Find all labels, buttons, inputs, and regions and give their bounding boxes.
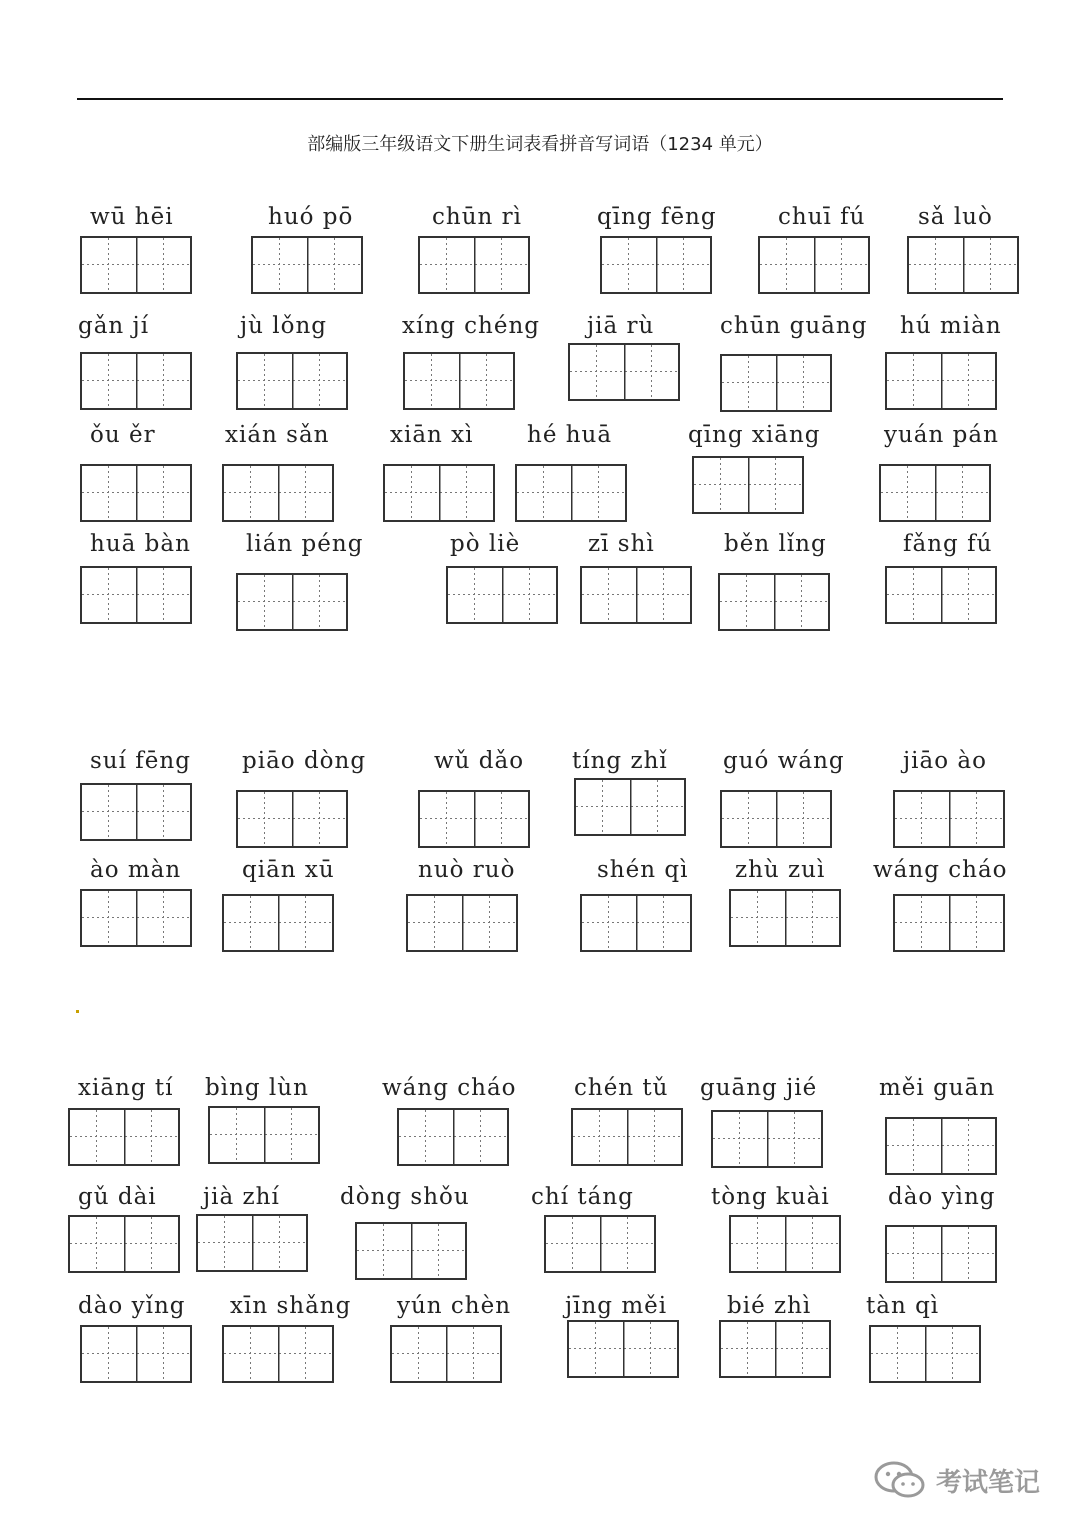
pinyin-label: yún chèn — [397, 1293, 512, 1319]
pinyin-label: wáng cháo — [873, 857, 1008, 883]
wechat-icon — [872, 1460, 928, 1500]
pinyin-label: xiān xì — [390, 422, 474, 448]
writing-grid[interactable] — [729, 1215, 841, 1273]
pinyin-label: běn lǐng — [724, 531, 827, 557]
pinyin-label: yuán pán — [884, 422, 999, 448]
writing-grid[interactable] — [222, 894, 334, 952]
writing-grid[interactable] — [355, 1222, 467, 1280]
writing-grid[interactable] — [600, 236, 712, 294]
pinyin-label: jià zhí — [203, 1184, 280, 1210]
writing-grid[interactable] — [692, 456, 804, 514]
pinyin-label: guāng jié — [700, 1075, 818, 1101]
writing-grid[interactable] — [383, 464, 495, 522]
pinyin-label: dào yìng — [888, 1184, 996, 1210]
pinyin-label: ǒu ěr — [90, 422, 156, 448]
writing-grid[interactable] — [236, 790, 348, 848]
writing-grid[interactable] — [869, 1325, 981, 1383]
writing-grid[interactable] — [720, 790, 832, 848]
writing-grid[interactable] — [893, 894, 1005, 952]
writing-grid[interactable] — [406, 894, 518, 952]
writing-grid[interactable] — [418, 236, 530, 294]
pinyin-label: jù lǒng — [240, 313, 327, 339]
pinyin-label: pò liè — [450, 531, 521, 557]
pinyin-label: chén tǔ — [574, 1075, 669, 1101]
writing-grid[interactable] — [80, 889, 192, 947]
pinyin-label: chuī fú — [778, 204, 866, 230]
writing-grid[interactable] — [68, 1215, 180, 1273]
pinyin-label: dòng shǒu — [340, 1184, 470, 1210]
pinyin-label: jīng měi — [565, 1293, 668, 1319]
stray-mark — [76, 1010, 79, 1013]
pinyin-label: wáng cháo — [382, 1075, 517, 1101]
pinyin-label: chí táng — [531, 1184, 634, 1210]
writing-grid[interactable] — [544, 1215, 656, 1273]
pinyin-label: sǎ luò — [918, 204, 993, 230]
pinyin-label: qīng fēng — [597, 204, 717, 230]
writing-grid[interactable] — [718, 573, 830, 631]
pinyin-label: zhù zuì — [735, 857, 826, 883]
writing-grid[interactable] — [397, 1108, 509, 1166]
pinyin-label: xíng chéng — [402, 313, 541, 339]
writing-grid[interactable] — [580, 894, 692, 952]
writing-grid[interactable] — [403, 352, 515, 410]
pinyin-label: gǎn jí — [78, 313, 150, 339]
writing-grid[interactable] — [80, 783, 192, 841]
writing-grid[interactable] — [80, 352, 192, 410]
pinyin-label: tíng zhǐ — [572, 748, 668, 774]
pinyin-label: suí fēng — [90, 748, 191, 774]
pinyin-label: guó wáng — [723, 748, 845, 774]
pinyin-label: tòng kuài — [711, 1184, 830, 1210]
writing-grid[interactable] — [236, 352, 348, 410]
pinyin-label: tàn qì — [866, 1293, 940, 1319]
writing-grid[interactable] — [567, 1320, 679, 1378]
writing-grid[interactable] — [885, 566, 997, 624]
writing-grid[interactable] — [574, 778, 686, 836]
writing-grid[interactable] — [571, 1108, 683, 1166]
pinyin-label: jiāo ào — [903, 748, 987, 774]
pinyin-label: fǎng fú — [903, 531, 993, 557]
pinyin-label: shén qì — [597, 857, 689, 883]
writing-grid[interactable] — [711, 1110, 823, 1168]
writing-grid[interactable] — [418, 790, 530, 848]
writing-grid[interactable] — [80, 566, 192, 624]
pinyin-label: gǔ dài — [78, 1184, 157, 1210]
page-title: 部编版三年级语文下册生词表看拼音写词语（1234 单元） — [307, 134, 773, 155]
pinyin-label: nuò ruò — [418, 857, 516, 883]
pinyin-label: lián péng — [246, 531, 364, 557]
pinyin-label: hú miàn — [900, 313, 1002, 339]
writing-grid[interactable] — [196, 1214, 308, 1272]
writing-grid[interactable] — [885, 1225, 997, 1283]
writing-grid[interactable] — [758, 236, 870, 294]
pinyin-label: chūn rì — [432, 204, 522, 230]
writing-grid[interactable] — [80, 236, 192, 294]
pinyin-label: měi guān — [879, 1075, 996, 1101]
pinyin-label: huā bàn — [90, 531, 191, 557]
writing-grid[interactable] — [568, 343, 680, 401]
writing-grid[interactable] — [885, 352, 997, 410]
writing-grid[interactable] — [236, 573, 348, 631]
writing-grid[interactable] — [390, 1325, 502, 1383]
writing-grid[interactable] — [222, 464, 334, 522]
pinyin-label: dào yǐng — [78, 1293, 186, 1319]
writing-grid[interactable] — [68, 1108, 180, 1166]
watermark — [872, 1460, 1040, 1500]
pinyin-label: xiāng tí — [78, 1075, 174, 1101]
pinyin-label: bié zhì — [727, 1293, 812, 1319]
watermark-text: 考试笔记 — [936, 1467, 1041, 1498]
writing-grid[interactable] — [580, 566, 692, 624]
writing-grid[interactable] — [893, 790, 1005, 848]
writing-grid[interactable] — [80, 464, 192, 522]
pinyin-label: bìng lùn — [205, 1075, 309, 1101]
pinyin-label: jiā rù — [587, 313, 655, 339]
writing-grid[interactable] — [719, 1320, 831, 1378]
writing-grid[interactable] — [720, 354, 832, 412]
pinyin-label: ào màn — [90, 857, 182, 883]
pinyin-label: qīng xiāng — [688, 422, 821, 448]
writing-grid[interactable] — [446, 566, 558, 624]
writing-grid[interactable] — [885, 1117, 997, 1175]
pinyin-label: zī shì — [588, 531, 655, 557]
pinyin-label: hé huā — [527, 422, 613, 448]
pinyin-label: piāo dòng — [242, 748, 367, 774]
pinyin-label: wū hēi — [90, 204, 174, 230]
pinyin-label: qiān xū — [242, 857, 335, 883]
top-rule — [77, 98, 1003, 100]
writing-grid[interactable] — [80, 1325, 192, 1383]
writing-grid[interactable] — [222, 1325, 334, 1383]
pinyin-label: xīn shǎng — [230, 1293, 352, 1319]
writing-grid[interactable] — [515, 464, 627, 522]
writing-grid[interactable] — [879, 464, 991, 522]
writing-grid[interactable] — [208, 1106, 320, 1164]
writing-grid[interactable] — [907, 236, 1019, 294]
writing-grid[interactable] — [251, 236, 363, 294]
pinyin-label: wǔ dǎo — [434, 748, 525, 774]
pinyin-label: chūn guāng — [720, 313, 868, 339]
writing-grid[interactable] — [729, 889, 841, 947]
pinyin-label: huó pō — [268, 204, 354, 230]
pinyin-label: xián sǎn — [225, 422, 330, 448]
